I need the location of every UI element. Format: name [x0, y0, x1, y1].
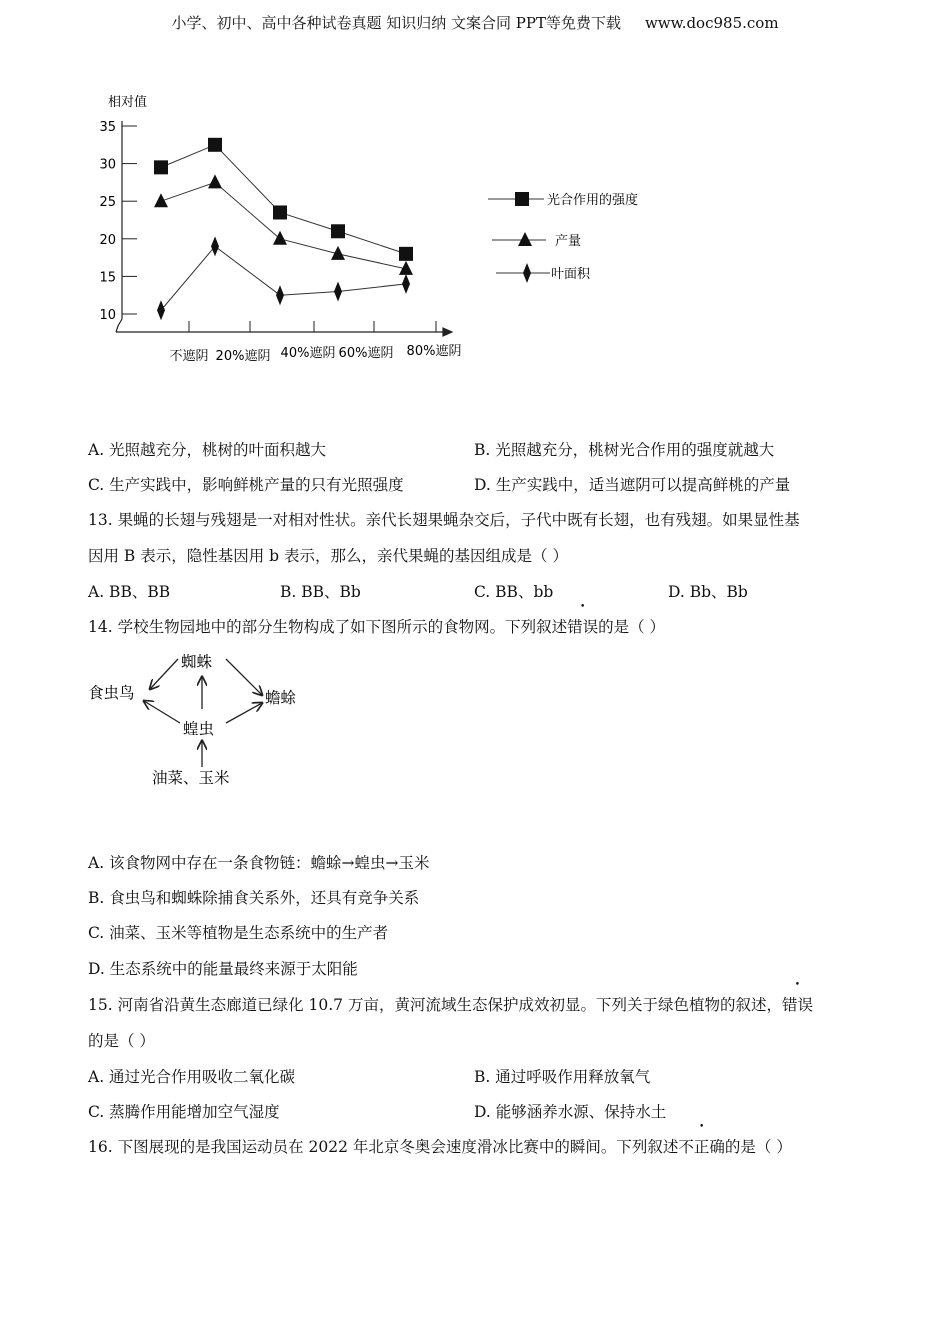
q15-option-d[interactable]: D. 能够涵养水源、保持水土	[474, 1103, 667, 1121]
q14-stem-post: 的是（ ）	[598, 618, 666, 636]
q15-option-b[interactable]: B. 通过呼吸作用释放氧气	[474, 1068, 651, 1086]
header-url[interactable]: www.doc985.com	[644, 14, 779, 32]
q16-stem-pre: 16. 下图展现的是我国运动员在 2022 年北京冬奥会速度滑冰比赛中的瞬间。下列叙述	[88, 1138, 679, 1156]
q15-option-a[interactable]: A. 通过光合作用吸收二氧化碳	[88, 1068, 296, 1086]
x-tick-label: 60%遮阴	[338, 346, 394, 361]
q13-option-c[interactable]: C. BB、bb	[474, 583, 554, 601]
q16-stem-post: 的是（ ）	[724, 1138, 792, 1156]
axis-break	[116, 319, 122, 332]
header-text: 小学、初中、高中各种试卷真题 知识归纳 文案合同 PPT等免费下载	[171, 14, 621, 32]
q15-option-c[interactable]: C. 蒸腾作用能增加空气湿度	[88, 1103, 280, 1121]
q14-option-a[interactable]: A. 该食物网中存在一条食物链：蟾蜍→蝗虫→玉米	[88, 854, 430, 872]
q12-option-b[interactable]: B. 光照越充分，桃树光合作用的强度就越大	[474, 441, 775, 459]
q15-emphasis: 错误	[781, 996, 813, 1014]
q14-option-d[interactable]: D. 生态系统中的能量最终来源于太阳能	[88, 960, 358, 978]
q14-option-c[interactable]: C. 油菜、玉米等植物是生态系统中的生产者	[88, 924, 389, 942]
arrow-locust-to-bird	[144, 701, 180, 723]
data-point-diamond	[157, 300, 165, 320]
data-point-triangle	[154, 193, 168, 207]
legend-marker-square	[515, 192, 529, 206]
node-spider: 蜘蛛	[181, 653, 213, 671]
data-point-square	[331, 224, 345, 238]
node-locust: 蝗虫	[183, 720, 215, 738]
q13-stem-line1: 13. 果蝇的长翅与残翅是一对相对性状。亲代长翅果蝇杂交后，子代中既有长翅，也有残翅。如果显性基	[88, 511, 800, 529]
data-point-diamond	[334, 281, 342, 301]
data-point-triangle	[208, 174, 222, 188]
data-point-diamond	[211, 236, 219, 256]
y-tick-label: 25	[99, 195, 116, 211]
x-tick-label: 80%遮阴	[406, 344, 462, 359]
legend-label: 产量	[555, 234, 582, 249]
data-point-diamond	[276, 285, 284, 305]
q13-stem-line2: 因用 B 表示，隐性基因用 b 表示，那么，亲代果蝇的基因组成是（ ）	[88, 547, 568, 565]
data-point-square	[399, 247, 413, 261]
q16-stem	[88, 1135, 792, 1157]
x-axis-arrow	[443, 328, 452, 336]
q14-emphasis: 错误	[567, 618, 599, 636]
q15-stem-line1	[88, 993, 813, 1015]
q12-option-d[interactable]: D. 生产实践中，适当遮阴可以提高鲜桃的产量	[474, 476, 791, 494]
node-plants: 油菜、玉米	[152, 769, 230, 787]
data-point-square	[154, 160, 168, 174]
node-insectivorous-bird: 食虫鸟	[88, 684, 135, 702]
legend-marker-diamond	[523, 263, 531, 283]
q13-option-b[interactable]: B. BB、Bb	[280, 583, 361, 601]
arrow-spider-to-bird	[150, 659, 178, 689]
q16-emphasis: 不正确	[678, 1138, 725, 1156]
legend-marker-triangle	[518, 232, 532, 246]
q13-option-a[interactable]: A. BB、BB	[88, 583, 171, 601]
q14-option-b[interactable]: B. 食虫鸟和蜘蛛除捕食关系外，还具有竞争关系	[88, 889, 420, 907]
q12-option-a[interactable]: A. 光照越充分，桃树的叶面积越大	[88, 441, 327, 459]
q13-option-d[interactable]: D. Bb、Bb	[668, 583, 748, 601]
data-point-triangle	[273, 231, 287, 245]
q14-stem-pre: 14. 学校生物园地中的部分生物构成了如下图所示的食物网。下列叙述	[88, 618, 568, 636]
q15-stem-pre: 15. 河南省沿黄生态廊道已绿化 10.7 万亩，黄河流域生态保护成效初显。下列关于绿色植物的叙述，	[88, 996, 782, 1014]
y-axis-label: 相对值	[108, 95, 148, 110]
shading-line-chart	[80, 85, 680, 375]
data-point-square	[208, 138, 222, 152]
legend-label: 光合作用的强度	[547, 193, 639, 208]
y-tick-label: 35	[99, 120, 116, 135]
q15-stem-line2: 的是（ ）	[88, 1032, 155, 1050]
data-point-square	[273, 205, 287, 219]
series-line-triangle	[161, 182, 406, 268]
data-point-diamond	[402, 274, 410, 294]
y-tick-label: 20	[99, 232, 116, 248]
food-web-diagram	[80, 645, 320, 800]
y-tick-label: 10	[99, 308, 116, 323]
node-toad: 蟾蜍	[265, 689, 297, 707]
x-tick-label: 20%遮阴	[215, 349, 271, 364]
series-line-square	[161, 145, 406, 254]
legend-label: 叶面积	[551, 267, 591, 282]
q14-stem	[88, 615, 665, 637]
y-tick-label: 15	[99, 270, 116, 286]
arrow-spider-to-toad	[226, 659, 262, 695]
q12-option-c[interactable]: C. 生产实践中，影响鲜桃产量的只有光照强度	[88, 476, 404, 494]
x-tick-label: 不遮阴	[169, 349, 209, 364]
series-line-diamond	[161, 246, 406, 310]
x-tick-label: 40%遮阴	[280, 346, 336, 361]
y-tick-label: 30	[99, 157, 116, 173]
page-header	[0, 12, 950, 33]
arrow-locust-to-toad	[226, 703, 262, 723]
